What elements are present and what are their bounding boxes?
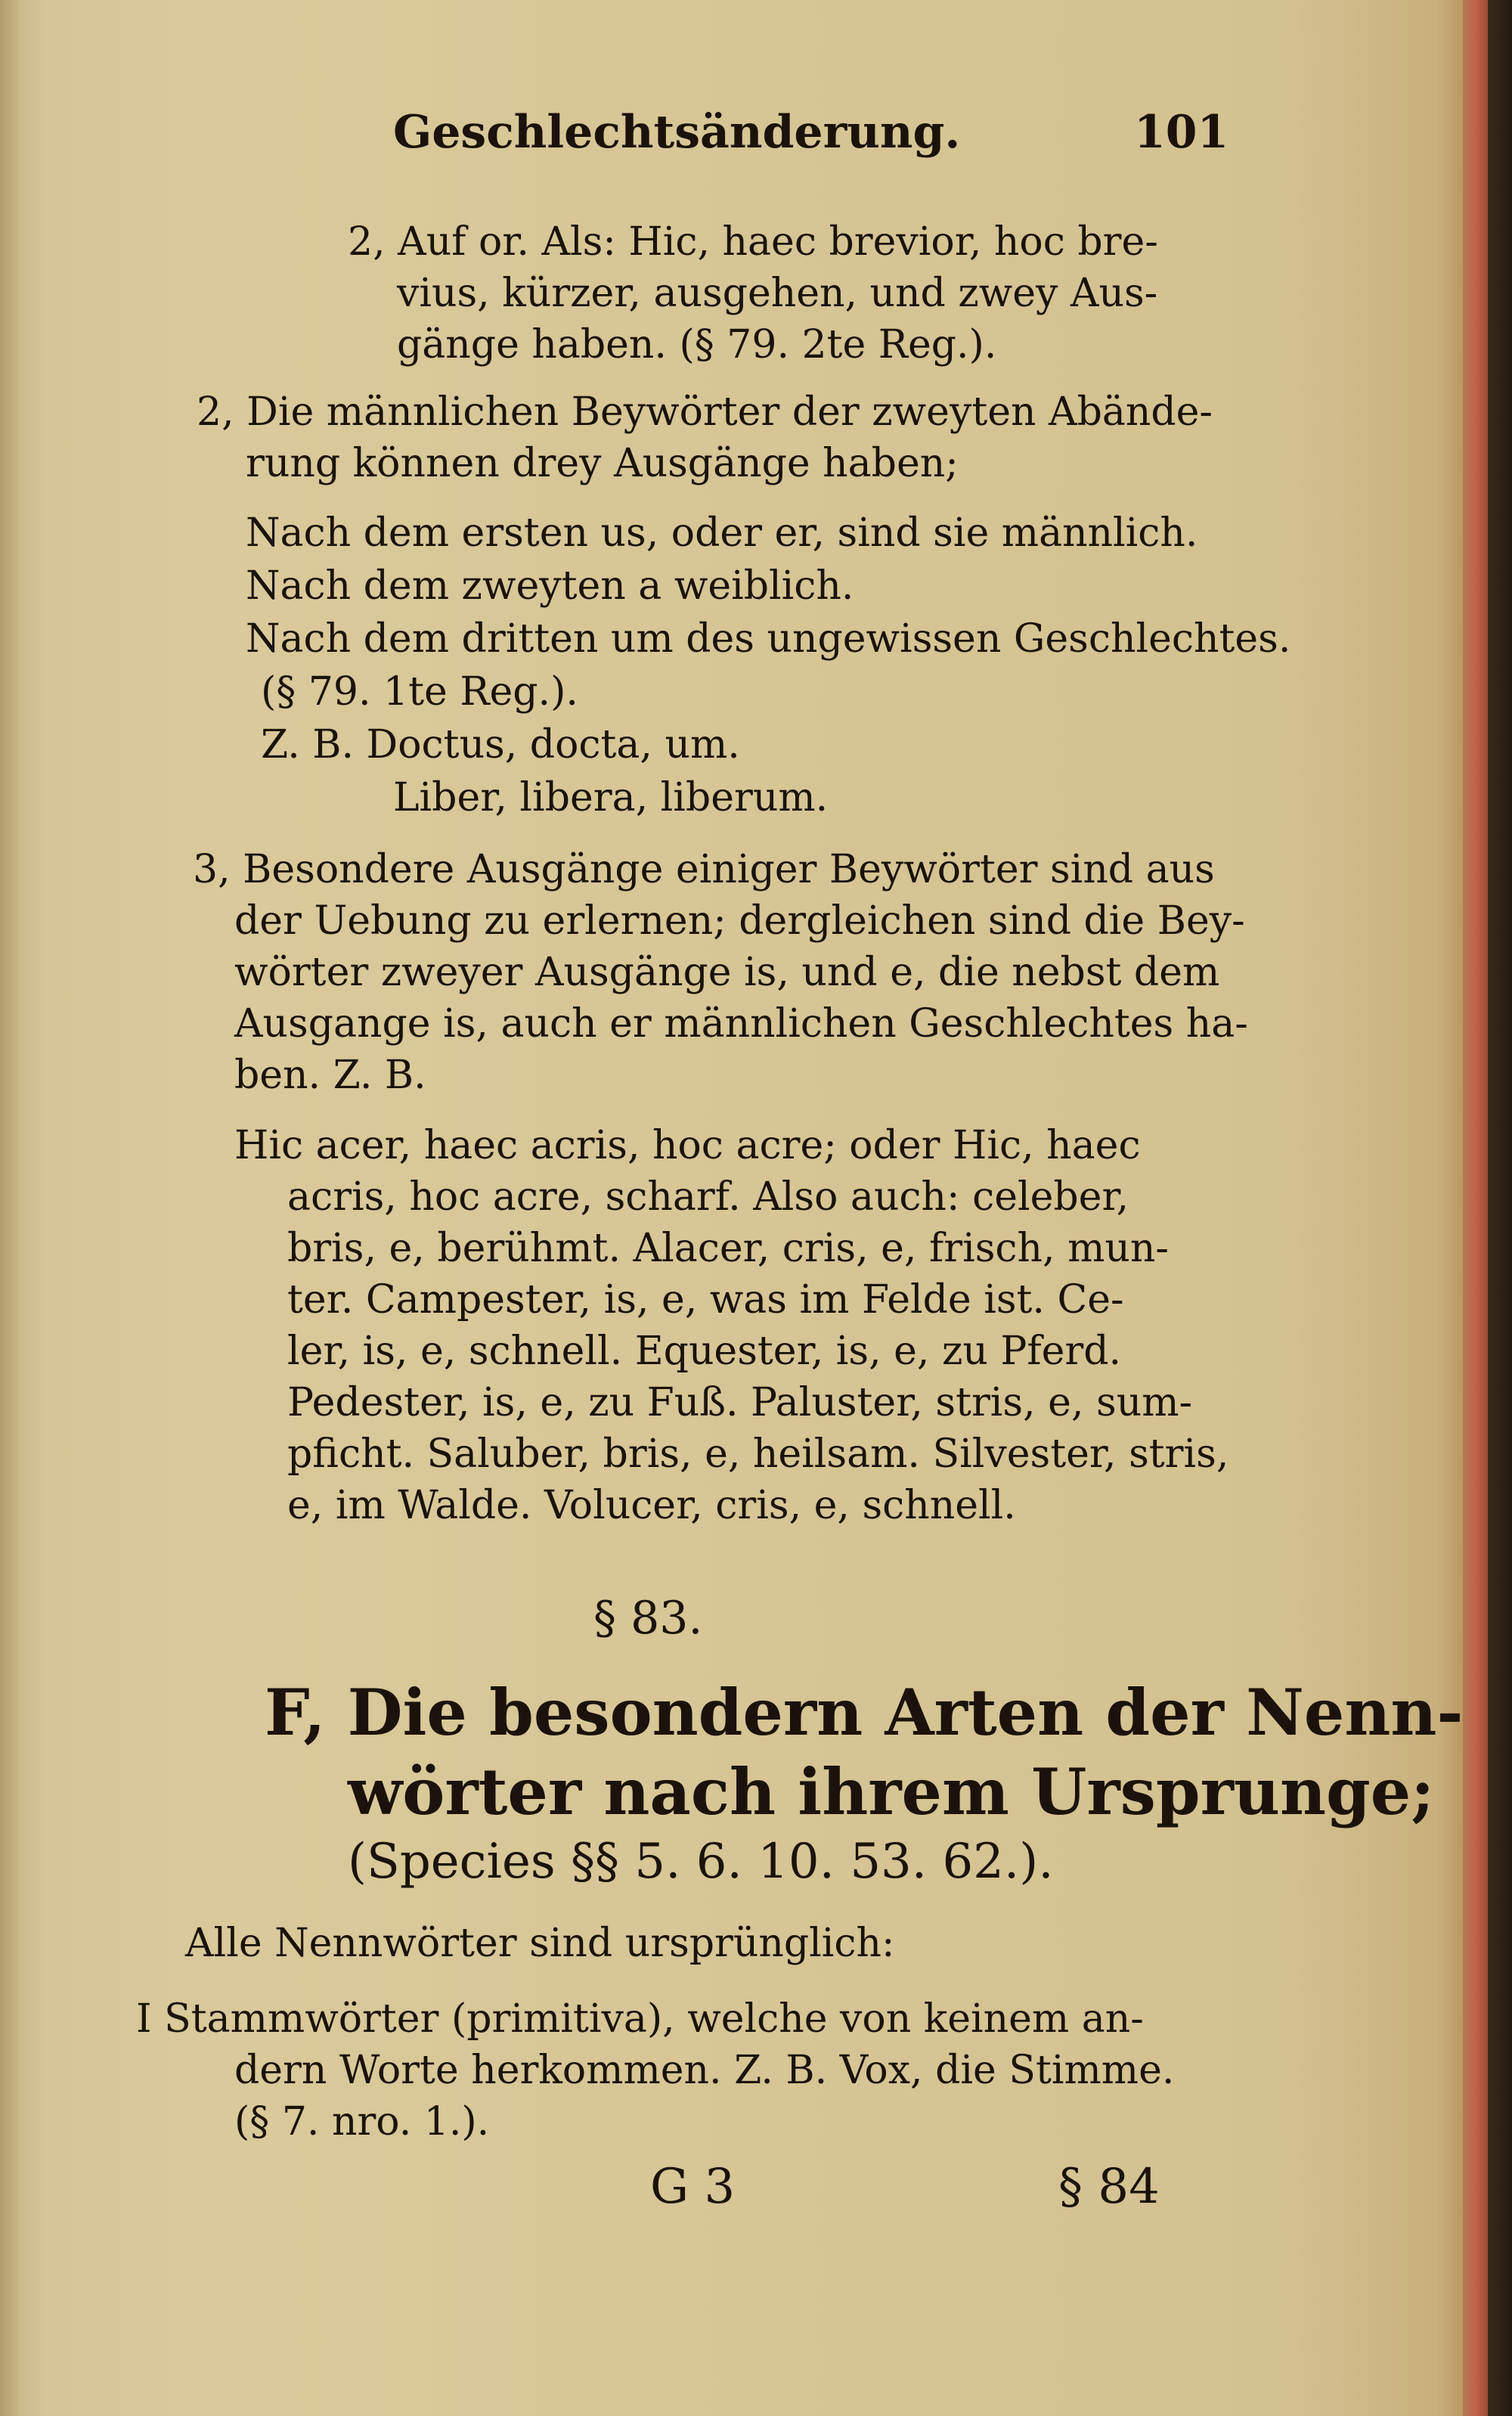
text-line: pficht. Saluber, bris, e, heilsam. Silvester, stris, (287, 1431, 1229, 1477)
section-heading: F, Die besondern Arten der Nenn- (265, 1675, 1464, 1750)
text-line: (§ 7. nro. 1.). (234, 2099, 490, 2145)
text-line: Liber, libera, liberum. (393, 775, 829, 820)
text-line: bris, e, berühmt. Alacer, cris, e, frisch, mun- (287, 1226, 1169, 1271)
text-line: Pedester, is, e, zu Fuß. Paluster, stris, e, sum- (287, 1380, 1193, 1425)
text-line: rung können drey Ausgänge haben; (246, 441, 959, 486)
text-line: Nach dem zweyten a weiblich. (246, 563, 854, 609)
text-line: 3, Besondere Ausgänge einiger Beywörter sind aus (193, 847, 1215, 892)
text-line: ler, is, e, schnell. Equester, is, e, zu Pferd. (287, 1329, 1122, 1374)
text-line: 2, Auf or. Als: Hic, haec brevior, hoc bre- (348, 219, 1158, 265)
text-line: Nach dem dritten um des ungewissen Geschlechtes. (246, 616, 1291, 662)
text-line: wörter zweyer Ausgänge is, und e, die nebst dem (234, 950, 1220, 995)
page-number: 101 (1134, 106, 1229, 159)
catchword: § 84 (1058, 2159, 1160, 2215)
text-line: 2, Die männlichen Beywörter der zweyten Abände- (197, 389, 1213, 435)
section-subheading: (Species §§ 5. 6. 10. 53. 62.). (348, 1834, 1054, 1890)
text-line: Nach dem ersten us, oder er, sind sie männlich. (246, 510, 1198, 556)
text-line: gänge haben. (§ 79. 2te Reg.). (397, 322, 997, 368)
text-line: dern Worte herkommen. Z. B. Vox, die Stimme. (234, 2048, 1175, 2093)
text-line: ben. Z. B. (234, 1053, 426, 1098)
text-line: e, im Walde. Volucer, cris, e, schnell. (287, 1483, 1016, 1528)
text-line: vius, kürzer, ausgehen, und zwey Aus- (397, 271, 1158, 316)
text-line: der Uebung zu erlernen; dergleichen sind die Bey- (234, 898, 1245, 944)
text-line: Hic acer, haec acris, hoc acre; oder Hic, haec (234, 1123, 1141, 1168)
text-line: (§ 79. 1te Reg.). (261, 669, 578, 715)
text-line: Z. B. Doctus, docta, um. (261, 722, 740, 768)
page-edge-binding (1463, 0, 1488, 2416)
section-number: § 83. (593, 1592, 703, 1645)
signature-mark: G 3 (650, 2159, 736, 2215)
text-line: acris, hoc acre, scharf. Also auch: celeber, (287, 1174, 1129, 1220)
text-line: ter. Campester, is, e, was im Felde ist. Ce- (287, 1277, 1124, 1323)
running-head-title: Geschlechtsänderung. (393, 106, 961, 159)
text-line: Ausgange is, auch er männlichen Geschlechtes ha- (234, 1001, 1248, 1047)
text-line: Alle Nennwörter sind ursprünglich: (185, 1921, 895, 1966)
section-heading: wörter nach ihrem Ursprunge; (348, 1754, 1435, 1829)
text-line: I Stammwörter (primitiva), welche von keinem an- (136, 1996, 1144, 2042)
book-edge-background (1488, 0, 1512, 2416)
